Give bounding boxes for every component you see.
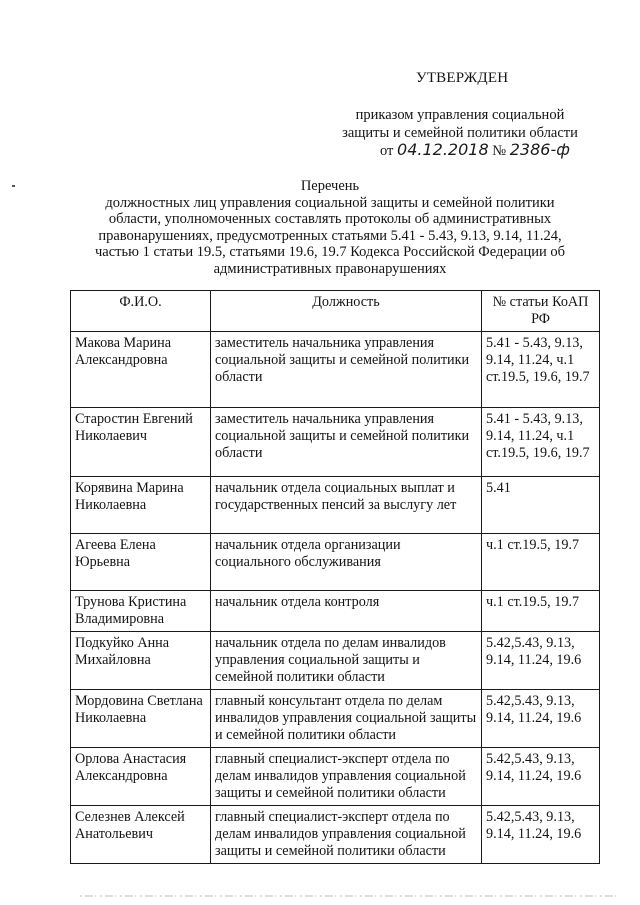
order-line-2: защиты и семейной политики области bbox=[342, 125, 578, 141]
order-reference bbox=[330, 106, 590, 142]
cell-position: главный специалист-эксперт отдела по делам инвалидов управления социальной защиты и семейной политики области bbox=[211, 806, 482, 864]
cell-name: Старостин Евгений Николаевич bbox=[71, 408, 211, 477]
cell-name: Корявина Марина Николаевна bbox=[71, 477, 211, 534]
cell-articles: 5.41 bbox=[482, 477, 600, 534]
cell-articles: ч.1 ст.19.5, 19.7 bbox=[482, 591, 600, 632]
handwritten-number: 2386-ф bbox=[509, 140, 570, 159]
officials-table bbox=[70, 290, 600, 864]
cell-articles: 5.41 - 5.43, 9.13, 9.14, 11.24, ч.1 ст.19.5, 19.6, 19.7 bbox=[482, 408, 600, 477]
cell-name: Макова Марина Александровна bbox=[71, 332, 211, 408]
handwritten-date: 04.12.2018 bbox=[397, 140, 489, 159]
cell-articles: 5.42,5.43, 9.13, 9.14, 11.24, 19.6 bbox=[482, 806, 600, 864]
approval-stamp-title: УТВЕРЖДЕН bbox=[416, 70, 509, 86]
order-date-number bbox=[380, 140, 570, 160]
cell-name: Селезнев Алексей Анатольевич bbox=[71, 806, 211, 864]
cell-name: Агеева Елена Юрьевна bbox=[71, 534, 211, 591]
cell-position: начальник отдела социальных выплат и государственных пенсий за выслугу лет bbox=[211, 477, 482, 534]
table-row bbox=[71, 534, 600, 591]
title-heading: Перечень bbox=[300, 178, 360, 194]
table-row bbox=[71, 591, 600, 632]
table-row bbox=[71, 632, 600, 690]
scan-edge-artifact bbox=[80, 893, 620, 899]
table-row bbox=[71, 806, 600, 864]
table-row bbox=[71, 332, 600, 408]
cell-name: Подкуйко Анна Михайловна bbox=[71, 632, 211, 690]
cell-articles: 5.42,5.43, 9.13, 9.14, 11.24, 19.6 bbox=[482, 748, 600, 806]
cell-articles: ч.1 ст.19.5, 19.7 bbox=[482, 534, 600, 591]
table-header-row bbox=[71, 291, 600, 332]
cell-name: Трунова Кристина Владимировна bbox=[71, 591, 211, 632]
document-title bbox=[90, 178, 570, 277]
cell-name: Орлова Анастасия Александровна bbox=[71, 748, 211, 806]
cell-position: главный специалист-эксперт отдела по делам инвалидов управления социальной защиты и семейной политики области bbox=[211, 748, 482, 806]
cell-position: начальник отдела по делам инвалидов управления социальной защиты и семейной политики области bbox=[211, 632, 482, 690]
table-row bbox=[71, 408, 600, 477]
cell-position: начальник отдела контроля bbox=[211, 591, 482, 632]
cell-position: начальник отдела организации социального обслуживания bbox=[211, 534, 482, 591]
cell-articles: 5.41 - 5.43, 9.13, 9.14, 11.24, ч.1 ст.19.5, 19.6, 19.7 bbox=[482, 332, 600, 408]
cell-position: заместитель начальника управления социальной защиты и семейной политики области bbox=[211, 408, 482, 477]
header-articles: № статьи КоАП РФ bbox=[482, 291, 600, 332]
date-prefix: от bbox=[380, 143, 394, 159]
cell-articles: 5.42,5.43, 9.13, 9.14, 11.24, 19.6 bbox=[482, 690, 600, 748]
cell-articles: 5.42,5.43, 9.13, 9.14, 11.24, 19.6 bbox=[482, 632, 600, 690]
scan-speck bbox=[12, 185, 15, 187]
header-fio: Ф.И.О. bbox=[71, 291, 211, 332]
cell-name: Мордовина Светлана Николаевна bbox=[71, 690, 211, 748]
cell-position: главный консультант отдела по делам инвалидов управления социальной защиты и семейной политики области bbox=[211, 690, 482, 748]
title-body: должностных лиц управления социальной защиты и семейной политики области, уполномоченных составлять протоколы об административных правонарушениях, предусмотренных статьями 5.41 - 5.43, 9.13, 9.14, 11.24, частью 1 статьи 19.5, статьями 19.6, 19.7 Кодекса Российской Федерации об административных правонарушениях bbox=[95, 194, 565, 277]
number-prefix: № bbox=[492, 143, 507, 159]
header-position: Должность bbox=[211, 291, 482, 332]
cell-position: заместитель начальника управления социальной защиты и семейной политики области bbox=[211, 332, 482, 408]
table-row bbox=[71, 477, 600, 534]
table-row bbox=[71, 690, 600, 748]
order-line-1: приказом управления социальной bbox=[355, 107, 565, 123]
table-row bbox=[71, 748, 600, 806]
